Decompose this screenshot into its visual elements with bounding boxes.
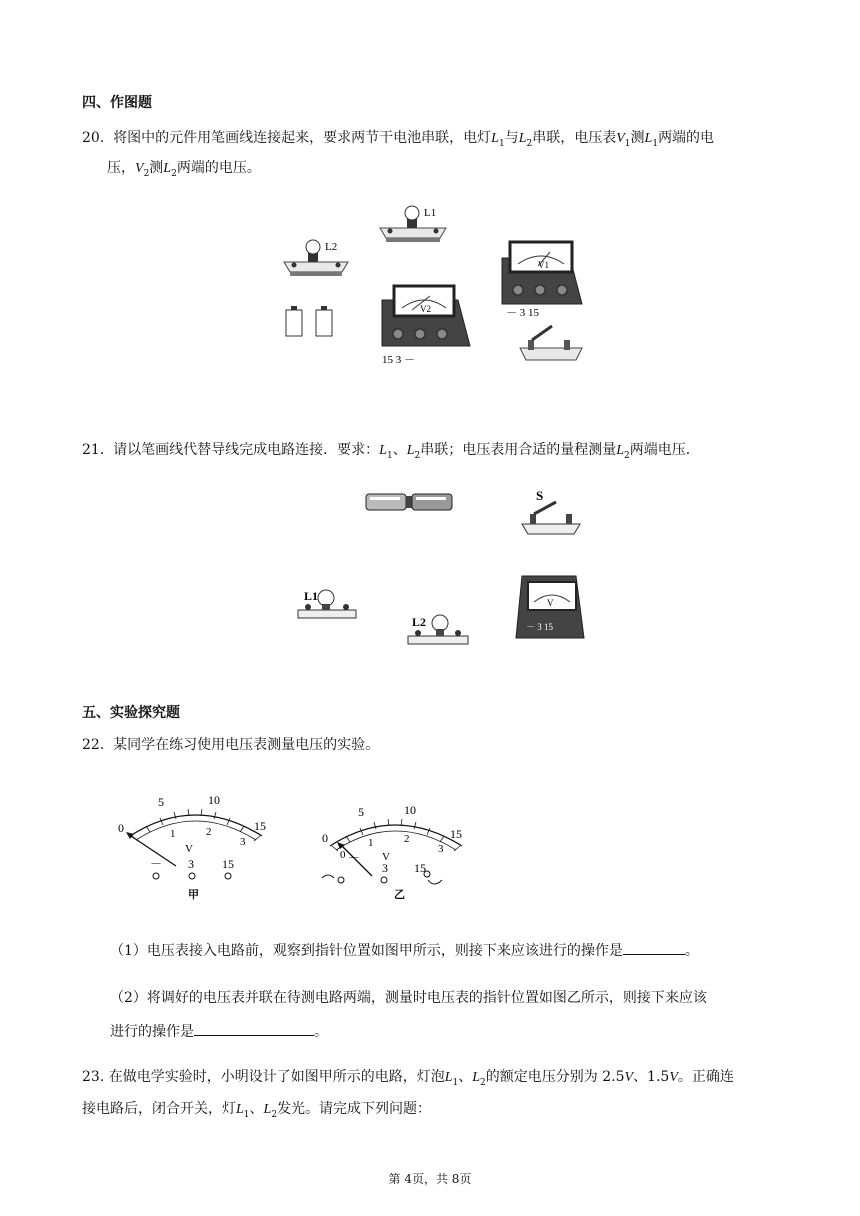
answer-blank-1[interactable]: [623, 940, 685, 955]
meter-yi-tick: 15: [450, 827, 462, 841]
meter-jia-tick: 3: [240, 836, 246, 848]
meter-yi-figure: [310, 800, 480, 910]
lamp-l1-label: L1: [304, 589, 319, 603]
question-22-part-2: （2）将调好的电压表并联在待测电路两端，测量时电压表的指针位置如图乙所示，则接下来应该: [110, 990, 707, 1006]
voltmeter-v1-icon: [502, 242, 582, 319]
meter-yi-tick: 2: [404, 833, 410, 845]
lamp-l2-label: L2: [325, 241, 338, 253]
question-22-part-2-line-2: 进行的操作是 。: [110, 1021, 328, 1042]
voltmeter-terminals: － 3 15: [526, 622, 554, 632]
voltmeter-icon: [516, 576, 584, 638]
question-23-line-2: 接电路后，闭合开关，灯$L_1$、$L_2$发光。请完成下列问题：: [82, 1101, 432, 1120]
meter-yi-tick: 10: [404, 803, 416, 817]
meter-yi-terminal: －: [348, 851, 361, 865]
voltmeter-v2-icon: [382, 286, 470, 366]
voltmeter-v2-label: V2: [420, 304, 431, 314]
switch-s-label: S: [536, 488, 544, 503]
meter-jia-tick: 0: [118, 821, 124, 835]
meter-yi-tick: 5: [358, 805, 364, 819]
question-number: 21.: [82, 442, 105, 458]
lamp-l1-label: L1: [424, 207, 437, 219]
meter-jia-caption: 甲: [188, 889, 199, 900]
meter-yi-caption: 乙: [394, 889, 405, 901]
lamp-l2-icon: [284, 240, 348, 276]
switch-s-icon: [522, 488, 580, 534]
section-4-title: 四、作图题: [82, 95, 152, 111]
page-footer: 第 4页，共 8页: [388, 1172, 472, 1186]
meter-jia-figure: [110, 790, 280, 900]
section-5-title: 五、实验探究题: [82, 705, 180, 721]
voltmeter-v1-terminals: － 3 15: [506, 307, 539, 319]
question-number: 22.: [82, 737, 105, 753]
switch-icon: [520, 326, 582, 360]
battery-icon: [316, 306, 332, 336]
meter-jia-terminal: 15: [222, 857, 234, 871]
voltmeter-v1-label: V1: [538, 260, 549, 270]
meter-jia-tick: 15: [254, 819, 266, 833]
meter-yi-tick: 3: [438, 843, 444, 855]
lamp-l1-icon: [298, 589, 356, 618]
lamp-l2-label: L2: [412, 615, 427, 629]
battery-icon: [286, 306, 302, 336]
lamp-l1-icon: [380, 206, 446, 242]
question-number: 20.: [82, 130, 105, 146]
meter-jia-tick: 1: [170, 828, 176, 840]
meter-yi-tick: 0: [340, 849, 346, 861]
meter-jia-tick: 5: [158, 795, 164, 809]
meter-yi-tick: 0: [322, 831, 328, 845]
meter-yi-terminal: 15: [414, 861, 426, 875]
meter-yi-tick: 1: [368, 837, 374, 849]
question-20-line-2: 压，$V_2$测$L_2$两端的电压。: [107, 160, 261, 179]
voltmeter-v2-terminals: 15 3 －: [382, 354, 415, 366]
meter-jia-terminal: －: [150, 857, 163, 871]
battery-pair-icon: [366, 494, 452, 510]
question-21-text: 21. 请以笔画线代替导线完成电路连接．要求：$L_1$、$L_2$串联；电压表用合适的量程测量$L_2$两端电压．: [82, 442, 700, 461]
lamp-l2-icon: [408, 615, 468, 644]
question-20-line-1: 20. 将图中的元件用笔画线连接起来，要求两节干电池串联，电灯$L_1$与$L_2$串联，电压表$V_1$测$L_1$两端的电: [82, 130, 715, 149]
question-23-line-1: 23. 在做电学实验时，小明设计了如图甲所示的电路，灯泡$L_1$、$L_2$的额定电压分别为 2.5V、1.5V。正确连: [82, 1069, 734, 1088]
meter-jia-tick: 10: [208, 793, 220, 807]
question-22-part-1: （1）电压表接入电路前，观察到指针位置如图甲所示，则接下来应该进行的操作是 。: [110, 940, 810, 961]
meter-jia-tick: 2: [206, 826, 212, 838]
meter-jia-unit: V: [185, 843, 193, 855]
voltmeter-label: V: [547, 598, 554, 608]
q21-circuit-figure: [290, 480, 590, 660]
answer-blank-2[interactable]: [194, 1021, 314, 1036]
q20-circuit-figure: [270, 200, 610, 370]
question-22-text: 22. 某同学在练习使用电压表测量电压的实验。: [82, 737, 380, 753]
meter-yi-terminal: 3: [382, 861, 388, 875]
meter-jia-terminal: 3: [188, 857, 194, 871]
meter-yi-unit: V: [382, 851, 390, 863]
